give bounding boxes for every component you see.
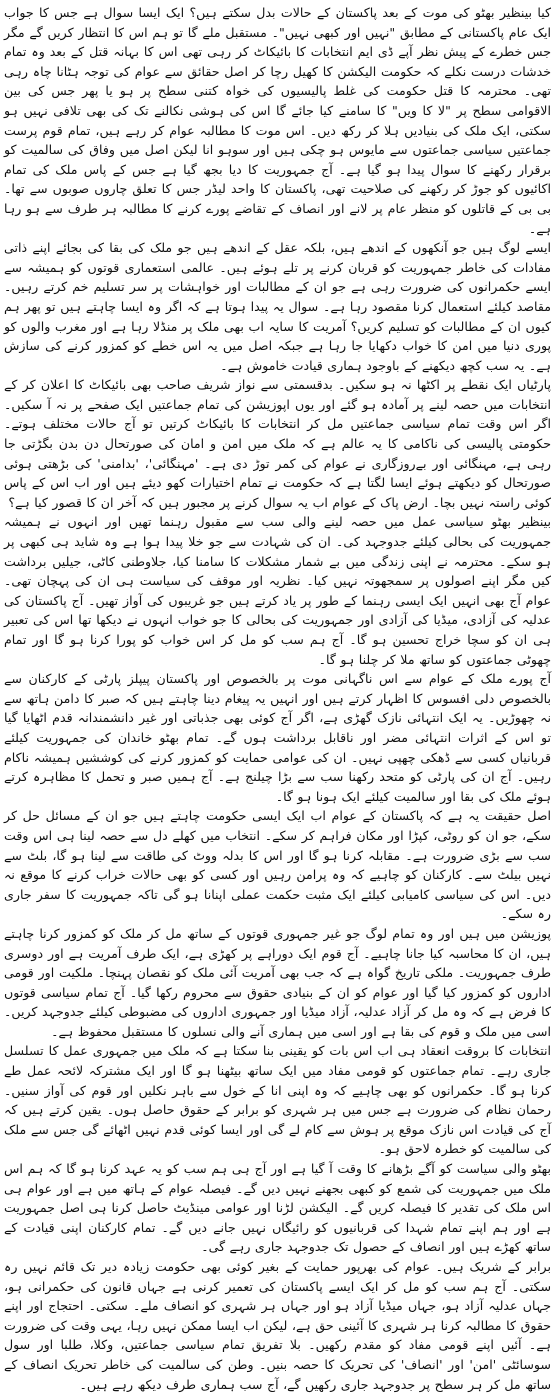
article-paragraph: بینظیر بھٹو سیاسی عمل میں حصہ لینے والی سب سے مقبول رہنما تھیں اور انہوں نے ہمیشہ جمہوریت کی بحالی کیلئے جدوجہد کی۔ ان کی شہادت سے جو خلا پیدا ہوا ہے وہ شاید ہی کبھی پر ہو سکے۔ محترمہ نے اپنی زندگی میں بے شمار مشکلات کا سامنا کیا، جلاوطنی کاٹی، جیلیں برداشت کیں مگر اپنے اصولوں پر سمجھوتہ نہیں کیا۔ نظریہ اور موقف کی سیاست ہی ان کی پہچان تھی۔ عوام آج بھی انہیں ایک ایسی رہنما کے طور پر یاد کرتے ہیں جو غریبوں کی آواز تھیں۔ آج پاکستان کی عدلیہ کی آزادی، میڈیا کی آزادی اور جمہوریت کی بحالی کا جو خواب انہوں نے دیکھا تھا اس کی تعبیر ہی ان کو سچا خراج تحسین ہو گا۔ آج ہم سب کو مل کر اس خواب کو پورا کرنا ہو گا اور تمام چھوٹی جماعتوں کو ساتھ ملا کر چلنا ہو گا۔	[4, 514, 551, 667]
article-paragraph: انتخابات کا بروقت انعقاد ہی اب اس بات کو یقینی بنا سکتا ہے کہ ملک میں جمہوری عمل کا تسلسل جاری رہے۔ تمام جماعتوں کو قومی مفاد میں ایک ساتھ بیٹھنا ہو گا اور ایک مشترکہ لائحہ عمل طے کرنا ہو گا۔ حکمرانوں کو بھی چاہیے کہ وہ اپنی انا کے خول سے باہر نکلیں اور قوم کی آواز سنیں۔ رحمان نظام کی ضرورت ہے جس میں ہر شہری کو برابر کے حقوق حاصل ہوں۔ یقین کرتے ہیں کہ آج کی قیادت اس نازک موقع پر ہوش سے کام لے گی اور ایسا کوئی قدم نہیں اٹھائے گی جس سے ملک کی سالمیت کو خطرہ لاحق ہو۔	[4, 1043, 551, 1157]
article-body	[4, 3, 551, 1392]
article-paragraph: بھٹو والی سیاست کو آگے بڑھانے کا وقت آ گیا ہے اور آج ہی ہم سب کو یہ عہد کرنا ہو گا کہ ہم اس ملک میں جمہوریت کی شمع کو کبھی بجھنے نہیں دیں گے۔ فیصلہ عوام کے ہاتھ میں ہے اور عوام ہی اس ملک کی تقدیر کا فیصلہ کریں گے۔ الیکشن لڑنا اور عوامی مینڈیٹ حاصل کرنا ہی اصل جمہوریت ہے اور ہم اپنے تمام شہدا کی قربانیوں کو رائیگاں نہیں جانے دیں گے۔ تمام کارکنان اپنی قیادت کے ساتھ کھڑے ہیں اور انصاف کے حصول تک جدوجہد جاری رہے گی۔	[4, 1161, 551, 1255]
article-paragraph: کیا بینظیر بھٹو کی موت کے بعد پاکستان کے حالات بدل سکتے ہیں؟ ایک ایسا سوال ہے جس کا جواب ایک عام پاکستانی کے مطابق "نہیں اور کبھی نہیں"۔ مستقبل ملے گا تو ہم اس کا انتظار کریں گے مگر جس خطرے کے پیش نظر آپے ڈی ایم انتخابات کا بائیکاٹ کر رہی تھی اس کا بہانہ قتل کے بعد وہ تمام خدشات درست نکلے کہ حکومت الیکشن کا کھیل رچا کر اصل حقائق سے عوام کی توجہ ہٹانا چاہ رہی تھی۔ محترمہ کا قتل حکومت کی غلط پالیسیوں کی خواہ کتنی سطح پر ہو یا پھر جس کی بین الاقوامی سطح پر "لا کا ویں" کا سامنے کیا جائے گا اس کی ہوشی نکالنے تک کی بھی تلافی نہیں ہو سکتی، ایک ملک کی بنیادیں ہلا کر رکھ دیں۔ اس موت کا مطالبہ عوام کر رہے ہیں، تمام قوم پرست جماعتیں سیاسی جماعتوں سے مایوس ہو چکی ہیں اور سوہو انا لیکن اصل میں وفاق کی سالمیت کو برقرار رکھنے کا سوال پیدا ہو گیا ہے۔ آج جمہوریت کا دیا بجھ گیا ہے جس کے پاس ملک کی تمام اکائیوں کو جوڑ کر رکھنے کی صلاحیت تھی، پاکستان کا واحد لیڈر جس کا تعلق چاروں صوبوں سے تھا۔ بی بی کے قاتلوں کو منظر عام پر لانے اور انصاف کے تقاضے پورے کرنے کا مطالبہ ہر طرف سے ہو رہا ہے۔	[4, 5, 551, 236]
article-paragraph: پوزیشن میں ہیں اور وہ تمام لوگ جو غیر جمہوری قوتوں کے ساتھ مل کر ملک کو کمزور کرنا چاہتے ہیں، ان کا محاسبہ کیا جانا چاہیے۔ آج قوم ایک دوراہے پر کھڑی ہے، ایک طرف آمریت ہے اور دوسری طرف جمہوریت۔ ملکی تاریخ گواہ ہے کہ جب بھی آمریت آئی ملک کو نقصان پہنچا۔ ملکیت اور قومی اداروں کو کمزور کیا گیا اور عوام کو ان کے بنیادی حقوق سے محروم رکھا گیا۔ آج تمام سیاسی قوتوں کا فرض ہے کہ وہ مل کر آزاد عدلیہ، آزاد میڈیا اور جمہوری اداروں کی مضبوطی کیلئے جدوجہد کریں۔ اسی میں ملک و قوم کی بقا ہے اور اسی میں ہماری آنے والی نسلوں کا مستقبل محفوظ ہے۔	[4, 925, 551, 1039]
article-paragraph: ایسے لوگ ہیں جو آنکھوں کے اندھے ہیں، بلکہ عقل کے اندھے ہیں جو ملک کی بقا کی بجائے اپنے ذاتی مفادات کی خاطر جمہوریت کو قربان کرنے پر تلے ہوئے ہیں۔ عالمی استعماری قوتوں کو ہمیشہ سے ایسے حکمرانوں کی ضرورت رہی ہے جو ان کے مطالبات اور خواہشات پر سر تسلیم خم کرتے رہیں۔ مقاصد کیلئے استعمال کرنا مقصود رہا ہے۔ سوال یہ پیدا ہوتا ہے کہ اگر وہ ایسا چاہتے ہیں تو پھر ہم کیوں ان کے مطالبات کو تسلیم کریں؟ آمریت کا سایہ اب بھی ملک پر منڈلا رہا ہے اور مغرب والوں کو پوری دنیا میں امن کا خواب دکھایا جا رہا ہے جبکہ اصل میں یہ اس خطے کو کمزور کرنے کی سازش ہے۔ یہ سب کچھ دیکھنے کے باوجود ہماری قیادت خاموش ہے۔	[4, 240, 551, 373]
article-paragraph: پارٹیاں ایک نقطے پر اکٹھا نہ ہو سکیں۔ بدقسمتی سے نواز شریف صاحب بھی بائیکاٹ کا اعلان کر کے انتخابات میں حصہ لینے پر آمادہ ہو گئے اور یوں اپوزیشن کی تمام جماعتیں ایک صفحے پر نہ آ سکیں۔ اگر اس وقت تمام سیاسی جماعتیں مل کر انتخابات کا بائیکاٹ کرتیں تو آج حالات مختلف ہوتے۔ حکومتی پالیسی کی ناکامی کا یہ عالم ہے کہ ملک میں امن و امان کی صورتحال دن بدن بگڑتی جا رہی ہے، مہنگائی اور بےروزگاری نے عوام کی کمر توڑ دی ہے۔ 'مہنگائی'، 'بدامنی' کی بڑھتی ہوئی صورتحال کو دیکھتے ہوئے ایسا لگتا ہے کہ حکومت نے تمام اختیارات کھو دیئے ہیں اور اب اس کے پاس کوئی راستہ نہیں بچا۔ ارض پاک کے عوام اب یہ سوال کرنے پر مجبور ہیں کہ آخر ان کا قصور کیا ہے؟	[4, 377, 551, 510]
article-paragraph: آج پورے ملک کے عوام سے اس ناگہانی موت پر بالخصوص اور پاکستان پیپلز پارٹی کے کارکنان سے بالخصوص دلی افسوس کا اظہار کرتے ہیں اور انہیں یہ پیغام دینا چاہتے ہیں کہ صبر کا دامن ہاتھ سے نہ چھوڑیں۔ یہ ایک انتہائی نازک گھڑی ہے، اگر آج کوئی بھی جذباتی اور غیر دانشمندانہ قدم اٹھایا گیا تو اس کے اثرات انتہائی مضر اور ناقابل برداشت ہوں گے۔ تمام بھٹو خاندان کی جمہوریت کیلئے قربانیاں کسی سے ڈھکی چھپی نہیں۔ ان کی عوامی حمایت کو کمزور کرنے کی کوششیں ہمیشہ ناکام رہیں۔ آج ان کی پارٹی کو متحد رکھنا سب سے بڑا چیلنج ہے۔ آج ہمیں صبر و تحمل کا مظاہرہ کرتے ہوئے ملک کی بقا اور سالمیت کیلئے ایک ہونا ہو گا۔	[4, 671, 551, 804]
article-paragraph: اصل حقیقت یہ ہے کہ پاکستان کے عوام اب ایک ایسی حکومت چاہتے ہیں جو ان کے مسائل حل کر سکے، جو ان کو روٹی، کپڑا اور مکان فراہم کر سکے۔ انتخاب میں کھلے دل سے حصہ لینا ہی اس وقت سب سے بڑی ضرورت ہے۔ مقابلہ کرنا ہو گا اور اس کا بدلہ ووٹ کی طاقت سے لینا ہو گا، بلٹ سے نہیں بیلٹ سے۔ کارکنان کو چاہیے کہ وہ پرامن رہیں اور کسی کو بھی حالات خراب کرنے کا موقع نہ دیں۔ اس کی سیاسی کامیابی کیلئے ایک مثبت حکمت عملی اپنانا ہو گی تاکہ جمہوریت کا سفر جاری رہ سکے۔	[4, 808, 551, 922]
article-paragraph: برابر کے شریک ہیں۔ عوام کی بھرپور حمایت کے بغیر کوئی بھی حکومت زیادہ دیر تک قائم نہیں رہ سکتی۔ آج ہم سب کو مل کر ایک ایسے پاکستان کی تعمیر کرنی ہے جہاں قانون کی حکمرانی ہو، جہاں عدلیہ آزاد ہو، جہاں میڈیا آزاد ہو اور جہاں ہر شہری کو انصاف ملے۔ سکتی۔ احتجاج اور اپنے حقوق کا مطالبہ کرنا ہر شہری کا آئینی حق ہے، لیکن اب ایسا ممکن نہیں رہا، یہی وقت کی ضرورت ہے۔ آئیں اپنے قومی مفاد کو مقدم رکھیں۔ بلا تفریق تمام سیاسی جماعتیں، وکلا، طلبا اور سول سوسائٹی 'امن' اور 'انصاف' کی تحریک کا حصہ بنیں۔ وطن کی سالمیت کی خاطر تحریک انصاف کے ساتھ مل کر ہر سطح پر جدوجہد جاری رکھیں گے، آج سب ہماری طرف دیکھ رہے ہیں۔	[4, 1259, 551, 1392]
